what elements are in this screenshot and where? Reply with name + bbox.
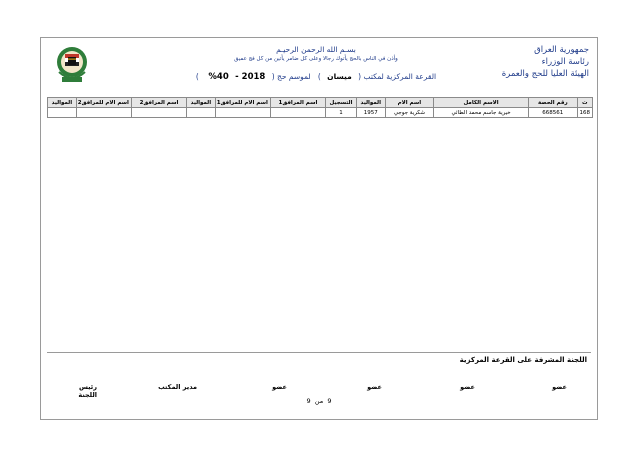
column-header: الاسم الكامل [434, 98, 529, 108]
city-name: ميسان [327, 72, 352, 81]
signature-member: عضو [460, 383, 475, 391]
table-cell: 168 [577, 108, 592, 118]
page-number [41, 397, 597, 405]
ministry-name: رئاسة الوزراء [541, 57, 589, 67]
country-name: جمهورية العراق [534, 45, 589, 55]
lottery-title [151, 72, 481, 82]
season-label: لموسم حج [277, 72, 311, 81]
basmala: بسـم الله الرحمن الرحيـم [276, 45, 356, 54]
season-year: 2018 - [235, 72, 266, 82]
table-cell: 668561 [529, 108, 578, 118]
season-paren-close: ) [195, 72, 199, 81]
column-header: اسم الام للمرافق2 [76, 98, 131, 108]
verse: وأذن في الناس بالحج يأتوك رجالا وعلى كل ضامر يأتين من كل فج عميق [234, 56, 398, 62]
column-header: المواليد [187, 98, 216, 108]
footer-divider [47, 352, 591, 353]
document-page [40, 37, 598, 420]
header-center [151, 44, 481, 82]
table-cell: 1957 [356, 108, 385, 118]
table-cell [270, 108, 325, 118]
table-cell [187, 108, 216, 118]
page-total: 9 [306, 397, 311, 405]
committee-title: اللجنة المشرفة على القرعة المركزية [459, 356, 587, 364]
table-cell: شكرية جوجي [385, 108, 434, 118]
table-cell [131, 108, 186, 118]
paren-open: ( [358, 72, 362, 81]
pilgrims-table [47, 97, 593, 118]
signature-member: عضو [552, 383, 567, 391]
signature-office-director: مدير المكتب [158, 383, 197, 391]
season-percent: 40% [208, 72, 229, 82]
column-header: ت [577, 98, 592, 108]
column-header: اسم المرافق1 [270, 98, 325, 108]
hajj-authority-logo-icon [53, 44, 91, 84]
season-paren-open: ( [271, 72, 275, 81]
column-header: رقم الحصة [529, 98, 578, 108]
authority-name: الهيئة العليا للحج والعمرة [501, 69, 589, 79]
table-cell: 1 [326, 108, 357, 118]
signature-member: عضو [367, 383, 382, 391]
signature-committee-head: رئيس اللجنة [78, 383, 97, 399]
page-of: من [314, 397, 324, 405]
table-cell [48, 108, 77, 118]
table-row [48, 108, 593, 118]
column-header: التسجيل [326, 98, 357, 108]
page-current: 9 [327, 397, 332, 405]
column-header: المواليد [356, 98, 385, 108]
column-header: اسم المرافق2 [131, 98, 186, 108]
signature-member: عضو [272, 383, 287, 391]
table-cell: خيرية جاسم محمد الطائي [434, 108, 529, 118]
column-header: اسم الام [385, 98, 434, 108]
column-header: اسم الام للمرافق1 [215, 98, 270, 108]
table-cell [76, 108, 131, 118]
header-org-block [502, 44, 589, 80]
paren-close: ) [317, 72, 321, 81]
table-cell [215, 108, 270, 118]
table-header-row [48, 98, 593, 108]
column-header: المواليد [48, 98, 77, 108]
lottery-label: القرعة المركزية لمكتب [363, 72, 437, 81]
